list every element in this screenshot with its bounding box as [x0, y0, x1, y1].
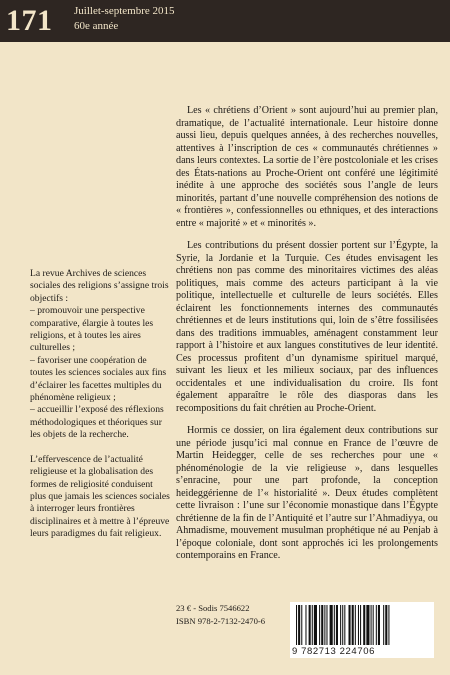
main-description	[176, 105, 438, 563]
issue-number: 171	[6, 4, 53, 37]
objective-1: – promouvoir une perspective comparative, élargie à toutes les religions, et à toutes les aires culturelles ;	[30, 305, 154, 354]
issue-date: Juillet-septembre 2015	[74, 5, 175, 17]
journal-objectives-panel	[30, 268, 170, 541]
isbn-barcode	[290, 602, 434, 658]
barcode-digits: 9 782713 224706	[292, 646, 375, 657]
barcode-bars	[296, 605, 428, 645]
objectives-intro: La revue Archives de sciences sociales des religions s’assigne trois objectifs :	[30, 268, 169, 304]
issue-header-bar	[0, 0, 450, 42]
objective-3: – accueillir l’exposé des réflexions méthodologiques et théoriques sur les objets de la recherche.	[30, 404, 164, 441]
paragraph-1: Les « chrétiens d’Orient » sont aujourd’hui au premier plan, dramatique, de l’actualité internationale. Leur histoire donne aussi lieu, depuis quelques années, à des recherches nouvelles, attentives à l’inscription de ces « communautés chrétiennes » dans leurs contextes. La sortie de l’ère postcoloniale et les crises des États-nations au Proche-Orient ont conféré une légitimité inédite à une approche des sociétés sous l’angle de leurs minorités, partant d’une nouvelle compréhension des notions de « frontières », confessionnelles ou ethniques, et des interactions entre « majorité » et « minorités ».	[176, 105, 438, 229]
objective-2: – favoriser une coopération de toutes les sciences sociales aux fins d’éclairer les facettes multiples du phénomène religieux ;	[30, 354, 167, 404]
isbn-line: ISBN 978-2-7132-2470-6	[176, 616, 266, 626]
paragraph-3: Hormis ce dossier, on lira également deux contributions sur une période jusqu’ici mal connue en France de l’œuvre de Martin Heidegger, celle de ses recherches pour une « phénoménologie de la vie religieuse », dans lesquelles s’enracine, pour une part profonde, la conception heideggérienne de l’« historialité ». Deux études complètent cette livraison : l’une sur l’économie monastique dans l’Égypte chrétienne de la fin de l’Antiquité et l’autre sur l’Ahmadiyya, ou Ahmadisme, mouvement musulman prophétique né au Penjab à l’époque coloniale, dont sont approchés ici les prolongements contemporains en France.	[176, 425, 438, 561]
objectives-closing: L’effervescence de l’actualité religieuse et la globalisation des formes de religiosité conduisent plus que jamais les sciences sociales à interroger leurs frontières disciplinaires et à mettre à l’épreuve leurs paradigmes du fait religieux.	[30, 453, 170, 540]
issue-year: 60e année	[74, 20, 119, 32]
paragraph-2: Les contributions du présent dossier portent sur l’Égypte, la Syrie, la Jordanie et la Turquie. Ces études envisagent les chrétiens non pas comme des minoritaires victimes des aléas politiques, mais comme des acteurs participant à la vie politique, intellectuelle et culturelle de leurs sociétés. Elles éclairent les fonctionnements internes des communautés chrétiennes et de leurs institutions qui, loin de s’être fossilisées dans des traditions immuables, aménagent constamment leur rapport à l’histoire et aux langues constitutives de leur identité. Ces processus profitent d’un dynamisme spirituel marqué, suivant les lieux et les milieux sociaux, par des influences occidentales et une individualisation du croire. Ils font également apparaître le rôle des diasporas dans les recompositions du fait chrétien au Proche-Orient.	[176, 240, 438, 414]
price-line: 23 € - Sodis 7546622	[176, 603, 250, 613]
